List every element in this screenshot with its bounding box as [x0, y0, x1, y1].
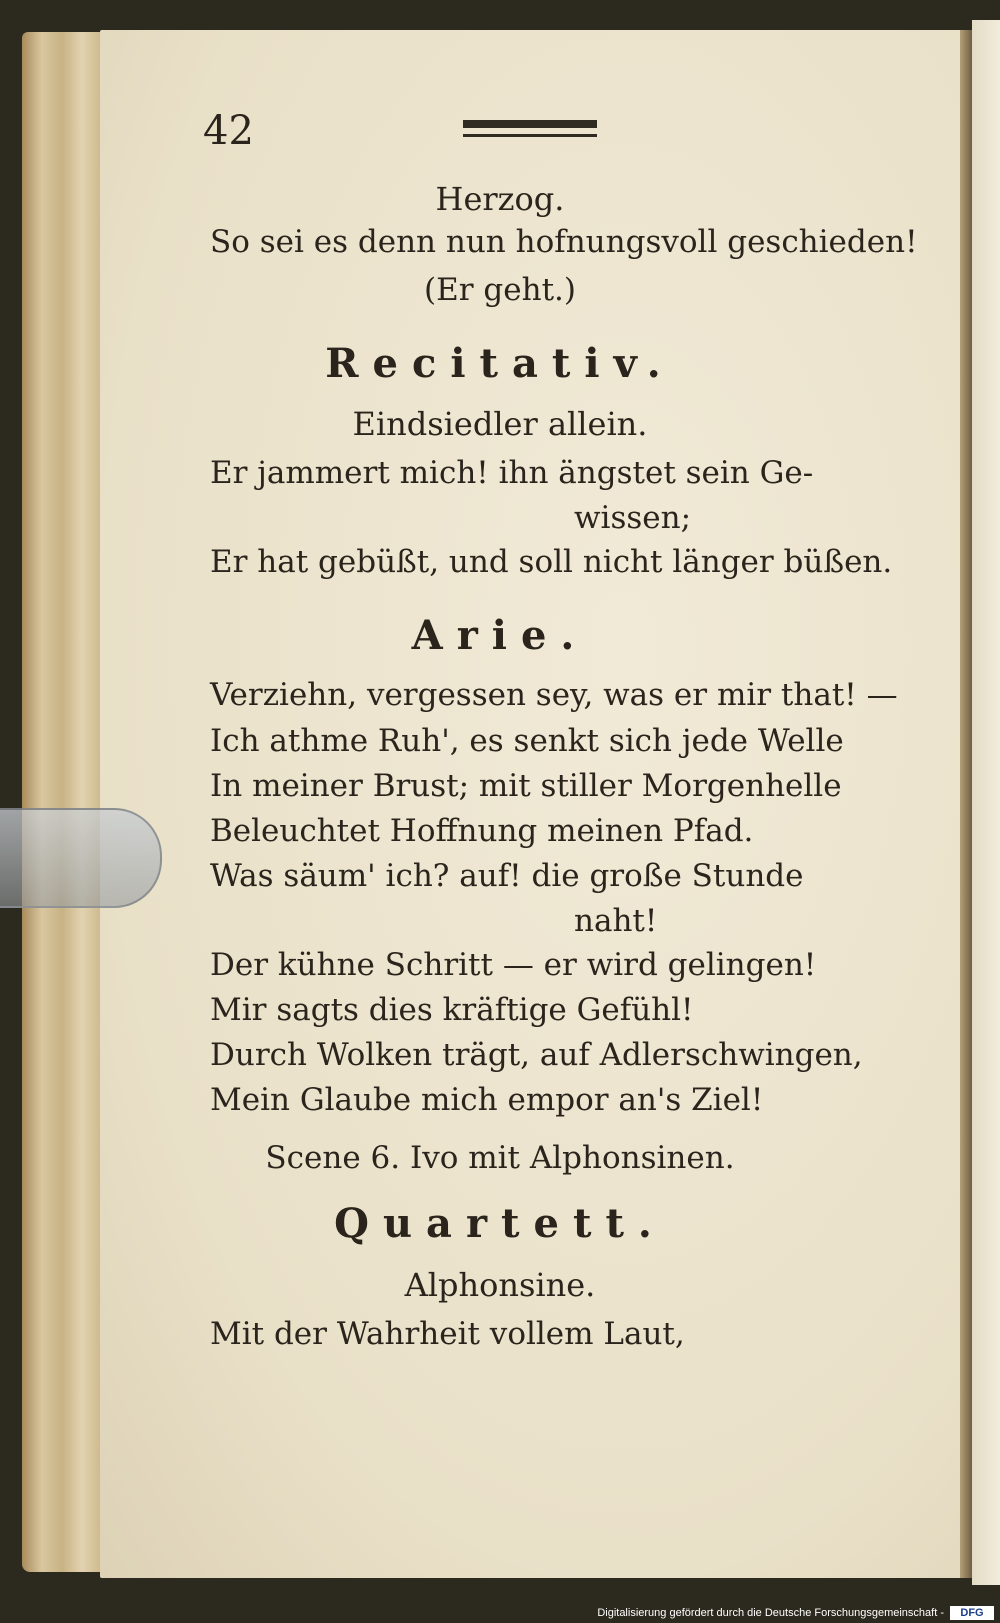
heading-arie: Arie.: [411, 612, 589, 659]
text-line: In meiner Brust; mit stiller Morgenhelle: [210, 768, 842, 804]
text-line: Er jammert mich! ihn ängstet sein Ge-: [210, 455, 814, 491]
text-line: Beleuchtet Hoffnung meinen Pfad.: [210, 813, 754, 849]
speaker-eindsiedler: Eindsiedler allein.: [352, 405, 648, 443]
book-gutter: [960, 30, 972, 1578]
text-line: Was säum' ich? auf! die große Stunde: [210, 858, 804, 894]
text-line: Mit der Wahrheit vollem Laut,: [210, 1316, 685, 1352]
header-rule-thick: [463, 120, 597, 128]
text-line: naht!: [574, 903, 658, 939]
heading-recitativ: Recitativ.: [325, 340, 675, 387]
header-rule-thin: [463, 134, 597, 137]
text-line: Er hat gebüßt, und soll nicht länger büßen.: [210, 544, 893, 580]
text-line: So sei es denn nun hofnungsvoll geschieden!: [210, 224, 918, 260]
scene-heading: Scene 6. Ivo mit Alphonsinen.: [265, 1140, 735, 1176]
page-number: 42: [203, 108, 254, 154]
text-line: Verziehn, vergessen sey, was er mir that! —: [210, 677, 898, 713]
dfg-logo: DFG: [950, 1606, 994, 1620]
digitization-credit: Digitalisierung gefördert durch die Deutsche Forschungsgemeinschaft -: [597, 1607, 944, 1619]
facing-page-edge: [972, 20, 1000, 1585]
speaker-herzog: Herzog.: [435, 180, 565, 218]
text-line: Mir sagts dies kräftige Gefühl!: [210, 992, 694, 1028]
text-line: wissen;: [574, 500, 692, 536]
page-clip: [0, 808, 162, 908]
speaker-alphonsine: Alphonsine.: [404, 1266, 596, 1304]
text-line: Der kühne Schritt — er wird gelingen!: [210, 947, 817, 983]
text-line: Durch Wolken trägt, auf Adlerschwingen,: [210, 1037, 863, 1073]
stage-direction: (Er geht.): [424, 272, 576, 308]
text-line: Mein Glaube mich empor an's Ziel!: [210, 1082, 764, 1118]
heading-quartett: Quartett.: [334, 1200, 666, 1247]
text-line: Ich athme Ruh', es senkt sich jede Welle: [210, 723, 844, 759]
